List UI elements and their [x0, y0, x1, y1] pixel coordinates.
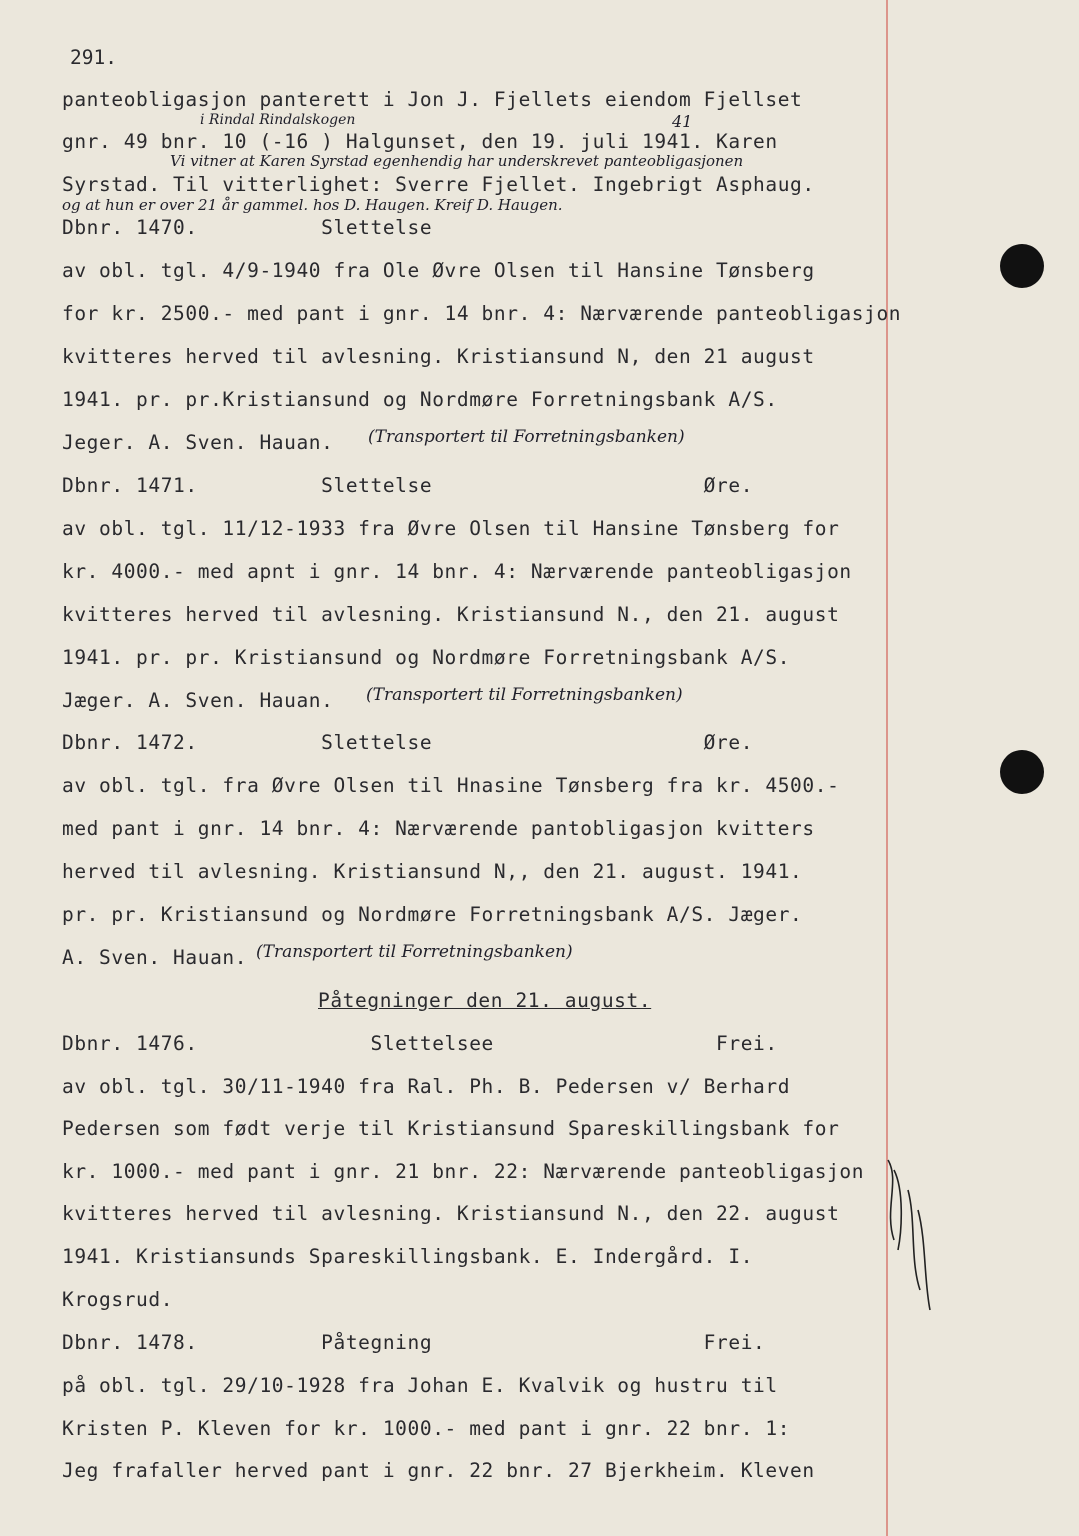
text-line: Syrstad. Til vitterlighet: Sverre Fjellet. Ingebrigt Asphaug.	[62, 173, 815, 196]
text-line: kvitteres herved til avlesning. Kristiansund N., den 22. august	[62, 1202, 840, 1225]
text-line: av obl. tgl. 11/12-1933 fra Øvre Olsen til Hansine Tønsberg for	[62, 517, 840, 540]
text-line: kvitteres herved til avlesning. Kristiansund N, den 21 august	[62, 345, 815, 368]
text-line: av obl. tgl. fra Øvre Olsen til Hnasine Tønsberg fra kr. 4500.-	[62, 774, 840, 797]
text-line: Jæger. A. Sven. Hauan.	[62, 689, 334, 712]
text-line: av obl. tgl. 30/11-1940 fra Ral. Ph. B. Pedersen v/ Berhard	[62, 1075, 791, 1098]
text-line: pr. pr. Kristiansund og Nordmøre Forretningsbank A/S. Jæger.	[62, 903, 803, 926]
text-line: Dbnr. 1476. Slettelsee Frei.	[62, 1032, 778, 1055]
text-line: gnr. 49 bnr. 10 (-16 ) Halgunset, den 19. juli 1941. Karen	[62, 130, 778, 153]
text-line: for kr. 2500.- med pant i gnr. 14 bnr. 4: Nærværende panteobligasjon	[62, 302, 902, 325]
punch-hole	[1000, 244, 1044, 288]
page-number: 291.	[70, 46, 117, 69]
text-line: Jeger. A. Sven. Hauan.	[62, 431, 334, 454]
handwritten-note: i Rindal Rindalskogen	[200, 112, 356, 128]
text-line: 1941. pr. pr. Kristiansund og Nordmøre Forretningsbank A/S.	[62, 646, 791, 669]
text-line: Krogsrud.	[62, 1288, 174, 1311]
text-line: Dbnr. 1478. Påtegning Frei.	[62, 1331, 766, 1354]
handwritten-note: (Transportert til Forretningsbanken)	[366, 685, 683, 705]
text-line: Kristen P. Kleven for kr. 1000.- med pant i gnr. 22 bnr. 1:	[62, 1417, 791, 1440]
text-line: kr. 4000.- med apnt i gnr. 14 bnr. 4: Nærværende panteobligasjon	[62, 560, 852, 583]
handwritten-note: 41	[672, 112, 693, 131]
text-line: herved til avlesning. Kristiansund N,, den 21. august. 1941.	[62, 860, 803, 883]
handwritten-note: og at hun er over 21 år gammel. hos D. Haugen. Kreif D. Haugen.	[62, 196, 563, 214]
text-line: med pant i gnr. 14 bnr. 4: Nærværende pantobligasjon kvitters	[62, 817, 815, 840]
text-line: 1941. pr. pr.Kristiansund og Nordmøre Forretningsbank A/S.	[62, 388, 778, 411]
punch-hole	[1000, 750, 1044, 794]
text-line: Pedersen som født verje til Kristiansund Spareskillingsbank for	[62, 1117, 840, 1140]
text-line: A. Sven. Hauan.	[62, 946, 248, 969]
text-line: kvitteres herved til avlesning. Kristiansund N., den 21. august	[62, 603, 840, 626]
handwritten-note: (Transportert til Forretningsbanken)	[256, 942, 573, 962]
text-line: av obl. tgl. 4/9-1940 fra Ole Øvre Olsen til Hansine Tønsberg	[62, 259, 815, 282]
text-line: kr. 1000.- med pant i gnr. 21 bnr. 22: Nærværende panteobligasjon	[62, 1160, 865, 1183]
text-line: Dbnr. 1471. Slettelse Øre.	[62, 474, 754, 497]
section-heading: Påtegninger den 21. august.	[318, 989, 652, 1012]
handwritten-note: (Transportert til Forretningsbanken)	[368, 427, 685, 447]
margin-signature	[880, 1150, 940, 1320]
text-line: Dbnr. 1472. Slettelse Øre.	[62, 731, 754, 754]
text-line: Jeg frafaller herved pant i gnr. 22 bnr. 27 Bjerkheim. Kleven	[62, 1459, 815, 1482]
text-line: panteobligasjon panterett i Jon J. Fjellets eiendom Fjellset	[62, 88, 803, 111]
text-line: Dbnr. 1470. Slettelse	[62, 216, 433, 239]
text-line: på obl. tgl. 29/10-1928 fra Johan E. Kvalvik og hustru til	[62, 1374, 778, 1397]
handwritten-note: Vi vitner at Karen Syrstad egenhendig har underskrevet panteobligasjonen	[170, 152, 744, 170]
text-line: 1941. Kristiansunds Spareskillingsbank. E. Indergård. I.	[62, 1245, 754, 1268]
